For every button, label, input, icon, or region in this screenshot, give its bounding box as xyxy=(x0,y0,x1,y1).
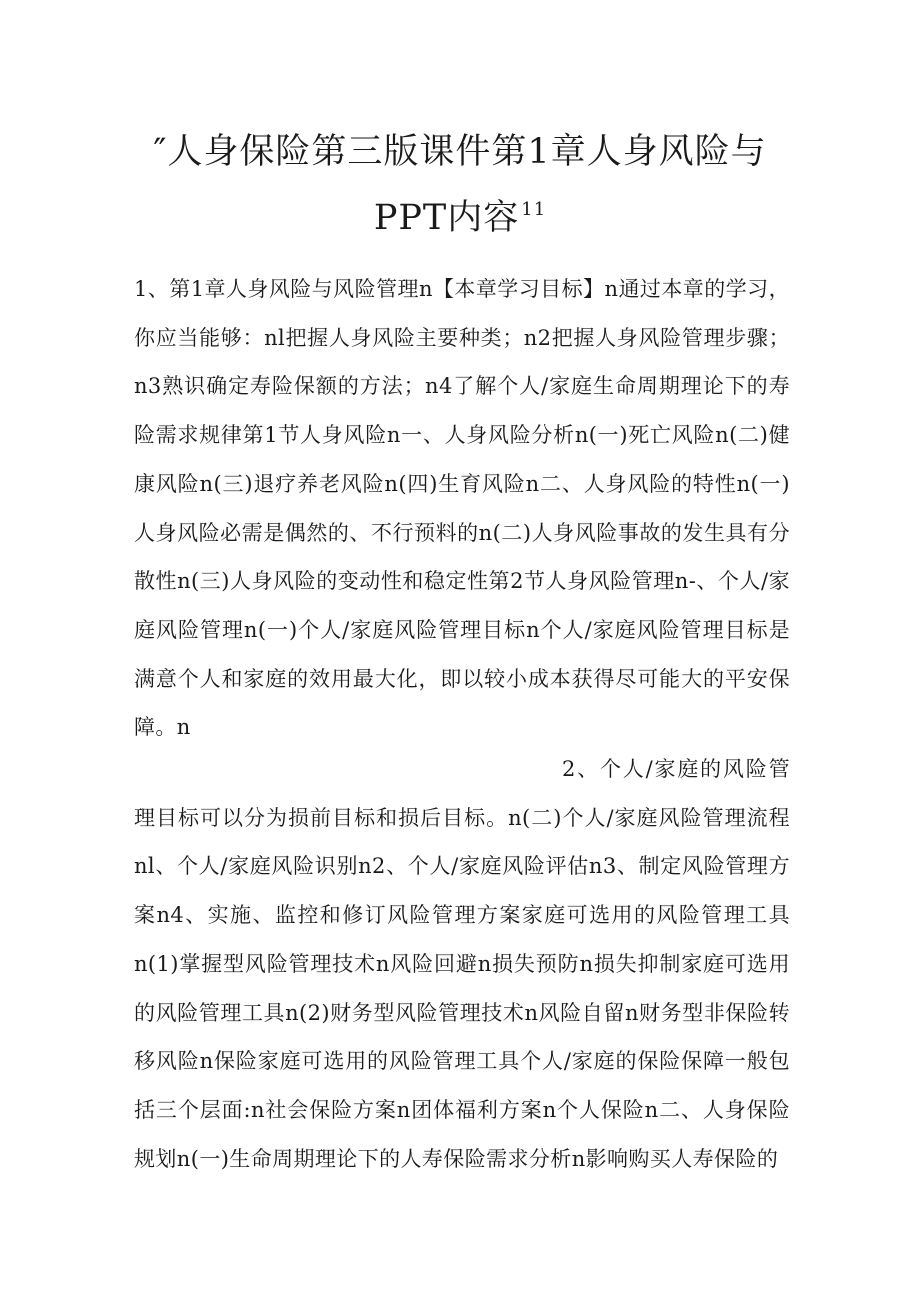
document-title-line-1: ″人身保险第三版课件第1章人身风险与 xyxy=(153,132,767,172)
document-title-line-2 xyxy=(100,180,820,248)
title-superscript: 11 xyxy=(521,199,547,220)
paragraph-1: 1、第1章人身风险与风险管理n【本章学习目标】n通过本章的学习，你应当能够：nl把握人身风险主要种类；n2把握人身风险管理步骤；n3熟识确定寿险保额的方法；n4了解个人/家庭生命周期理论下的寿险需求规律第1节人身风险n一、人身风险分析n(一)死亡风险n(二)健康风险n(三)退疗养老风险n(四)生育风险n二、人身风险的特性n(一)人身风险必需是偶然的、不行预料的n(二)人身风险事故的发生具有分散性n(三)人身风险的变动性和稳定性第2节人身风险管理n-、个人/家庭风险管理n(一)个人/家庭风险管理目标n个人/家庭风险管理目标是满意个人和家庭的效用最大化，即以较小成本获得尽可能大的平安保障。n xyxy=(134,277,790,740)
paragraph-2: 2、个人/家庭的风险管理目标可以分为损前目标和损后目标。n(二)个人/家庭风险管理流程nl、个人/家庭风险识别n2、个人/家庭风险评估n3、制定风险管理方案n4、实施、监控和修订风险管理方案家庭可选用的风险管理工具n(1)掌握型风险管理技术n风险回避n损失预防n损失抑制家庭可选用的风险管理工具n(2)财务型风险管理技术n风险自留n财务型非保险转移风险n保险家庭可选用的风险管理工具个人/家庭的保险保障一般包括三个层面:n社会保险方案n团体福利方案n个人保险n二、人身保险规划n(一)生命周期理论下的人寿保险需求分析n影响购买人寿保险的 xyxy=(134,757,790,1171)
title-text: PPT内容 xyxy=(373,198,520,238)
